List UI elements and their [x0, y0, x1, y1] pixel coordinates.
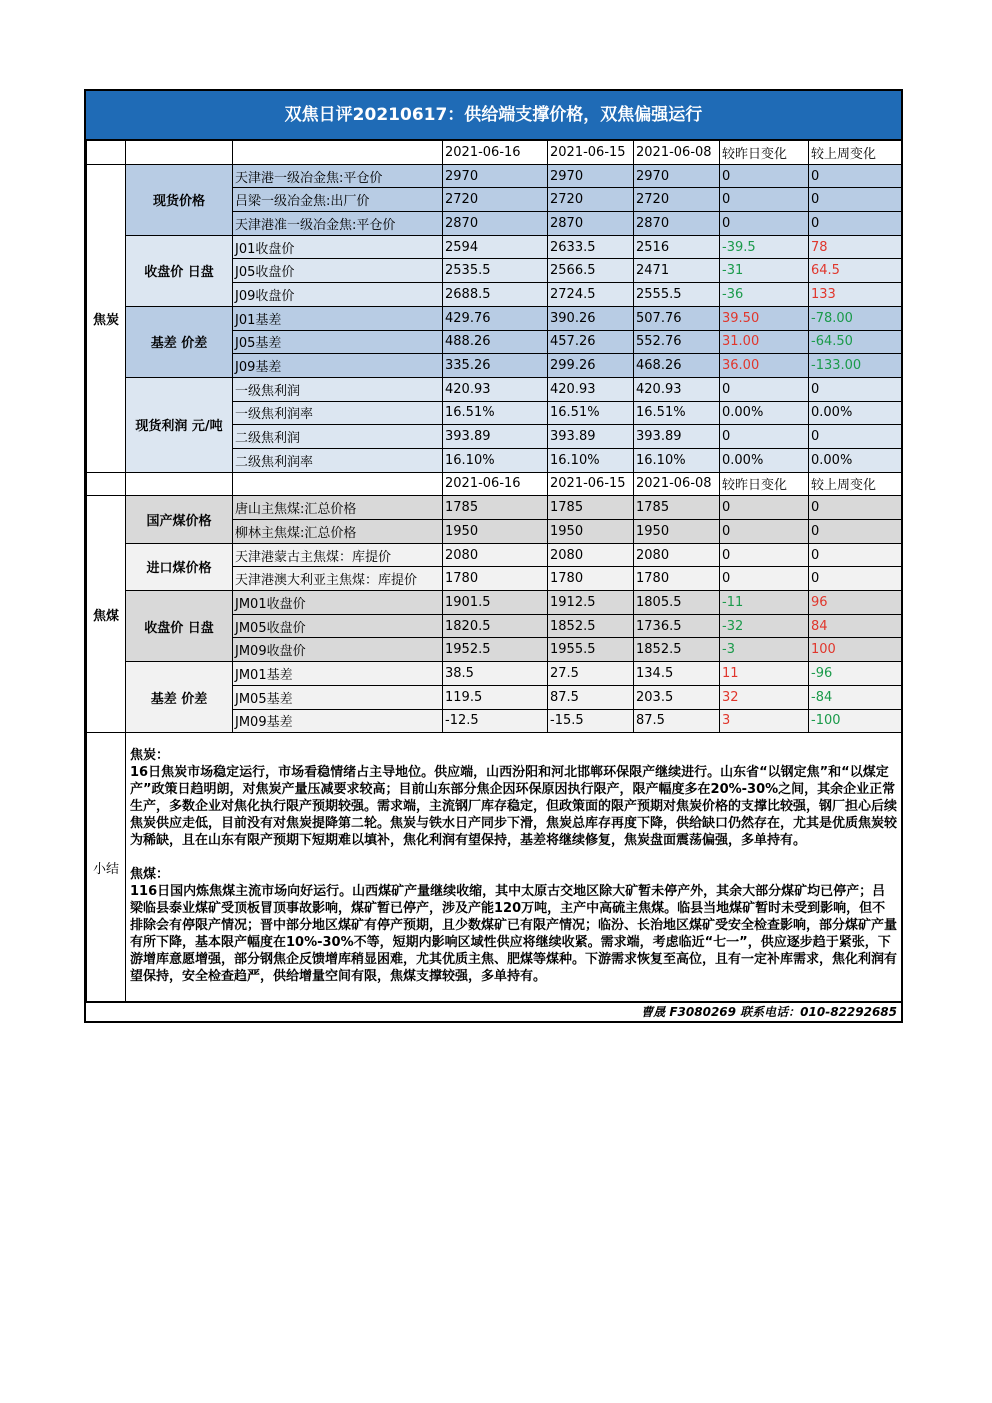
- value-cell: 38.5: [443, 662, 548, 686]
- value-cell: 2870: [443, 212, 548, 236]
- value-cell: 0: [720, 377, 809, 401]
- indicator-name: 天津港一级冶金焦:平仓价: [233, 164, 443, 188]
- table-row: [87, 235, 902, 259]
- coke-header-row: [87, 141, 902, 165]
- coal-header-row: [87, 472, 902, 496]
- value-cell: 16.10%: [548, 448, 634, 472]
- value-cell: 1950: [548, 520, 634, 544]
- value-cell: 1950: [443, 520, 548, 544]
- value-cell: -12.5: [443, 709, 548, 733]
- indicator-name: 唐山主焦煤:汇总价格: [233, 496, 443, 520]
- indicator-name: JM01收盘价: [233, 591, 443, 615]
- value-cell: 420.93: [443, 377, 548, 401]
- value-cell: 299.26: [548, 354, 634, 378]
- report-sheet: [84, 89, 903, 1023]
- value-cell: 2535.5: [443, 259, 548, 283]
- value-cell: 2688.5: [443, 283, 548, 307]
- indicator-name: JM05收盘价: [233, 614, 443, 638]
- value-cell: 119.5: [443, 685, 548, 709]
- value-cell: 1780: [443, 567, 548, 591]
- indicator-name: 二级焦利润: [233, 425, 443, 449]
- value-cell: 2594: [443, 235, 548, 259]
- value-cell: 0.00%: [809, 401, 902, 425]
- value-cell: 390.26: [548, 306, 634, 330]
- report-title: 双焦日评20210617：供给端支撑价格，双焦偏强运行: [86, 91, 901, 140]
- indicator-name: 天津港澳大利亚主焦煤：库提价: [233, 567, 443, 591]
- value-cell: 457.26: [548, 330, 634, 354]
- table-row: [87, 306, 902, 330]
- value-cell: 32: [720, 685, 809, 709]
- value-cell: 203.5: [634, 685, 720, 709]
- value-cell: 0: [720, 164, 809, 188]
- value-cell: 1852.5: [548, 614, 634, 638]
- value-cell: 1785: [634, 496, 720, 520]
- value-cell: -64.50: [809, 330, 902, 354]
- value-cell: 2970: [443, 164, 548, 188]
- group-label: 收盘价 日盘: [126, 591, 233, 662]
- value-cell: 1912.5: [548, 591, 634, 615]
- value-cell: 393.89: [443, 425, 548, 449]
- value-cell: 1955.5: [548, 638, 634, 662]
- value-cell: 1736.5: [634, 614, 720, 638]
- column-header: 较上周变化: [809, 472, 902, 496]
- value-cell: -133.00: [809, 354, 902, 378]
- value-cell: 0: [720, 425, 809, 449]
- value-cell: 87.5: [634, 709, 720, 733]
- value-cell: 2870: [634, 212, 720, 236]
- value-cell: 0: [809, 520, 902, 544]
- value-cell: -32: [720, 614, 809, 638]
- coke-summary-body: 16日焦炭市场稳定运行，市场看稳情绪占主导地位。供应端，山西汾阳和河北邯郸环保限产继续进行。山东省“以钢定焦”和“以煤定产”政策日趋明朗，对焦炭产量压减要求较高；目前山东部分焦企因环保原因执行限产，限产幅度多在20%-30%之间，其余企业正常生产，多数企业对焦化执行限产预期较强。需求端，主流钢厂库存稳定，但政策面的限产预期对焦炭价格的支撑比较强，钢厂担心后续焦炭供应走低，目前没有对焦炭提降第二轮。焦炭与铁水日产同步下滑，焦炭总库存再度下降，供给缺口仍然存在，尤其是优质焦炭较为稀缺，且在山东有限产预期下短期难以填补，焦化利润有望保持，基差将继续修复，焦炭盘面震荡偏强，多单持有。: [130, 765, 898, 849]
- value-cell: 31.00: [720, 330, 809, 354]
- value-cell: -96: [809, 662, 902, 686]
- header-blank: [126, 141, 233, 165]
- table-row: [87, 496, 902, 520]
- value-cell: 429.76: [443, 306, 548, 330]
- indicator-name: JM01基差: [233, 662, 443, 686]
- group-label: 基差 价差: [126, 662, 233, 733]
- value-cell: 16.51%: [548, 401, 634, 425]
- summary-label: 小结: [87, 733, 126, 1002]
- group-label: 国产煤价格: [126, 496, 233, 543]
- value-cell: 100: [809, 638, 902, 662]
- table-row: [87, 543, 902, 567]
- value-cell: 0: [809, 377, 902, 401]
- value-cell: 0: [720, 567, 809, 591]
- value-cell: 2970: [548, 164, 634, 188]
- value-cell: 0: [809, 164, 902, 188]
- value-cell: 488.26: [443, 330, 548, 354]
- value-cell: 133: [809, 283, 902, 307]
- indicator-name: J09基差: [233, 354, 443, 378]
- indicator-name: JM09基差: [233, 709, 443, 733]
- value-cell: 2724.5: [548, 283, 634, 307]
- value-cell: 0: [720, 188, 809, 212]
- summary-row: [87, 733, 902, 1002]
- value-cell: 2720: [548, 188, 634, 212]
- value-cell: 420.93: [548, 377, 634, 401]
- value-cell: 1901.5: [443, 591, 548, 615]
- column-header: 2021-06-16: [443, 472, 548, 496]
- value-cell: 78: [809, 235, 902, 259]
- value-cell: -11: [720, 591, 809, 615]
- value-cell: 468.26: [634, 354, 720, 378]
- column-header: 较上周变化: [809, 141, 902, 165]
- value-cell: 0: [720, 520, 809, 544]
- value-cell: 0.00%: [720, 401, 809, 425]
- value-cell: -36: [720, 283, 809, 307]
- value-cell: -3: [720, 638, 809, 662]
- table-row: [87, 377, 902, 401]
- header-blank: [87, 141, 126, 165]
- indicator-name: J09收盘价: [233, 283, 443, 307]
- value-cell: 1805.5: [634, 591, 720, 615]
- value-cell: 2080: [634, 543, 720, 567]
- indicator-name: 吕梁一级冶金焦:出厂价: [233, 188, 443, 212]
- indicator-name: J01收盘价: [233, 235, 443, 259]
- indicator-name: J01基差: [233, 306, 443, 330]
- value-cell: 0: [720, 543, 809, 567]
- value-cell: 2080: [548, 543, 634, 567]
- value-cell: 1785: [443, 496, 548, 520]
- value-cell: 64.5: [809, 259, 902, 283]
- value-cell: 0.00%: [720, 448, 809, 472]
- indicator-name: 二级焦利润率: [233, 448, 443, 472]
- value-cell: 39.50: [720, 306, 809, 330]
- value-cell: 393.89: [548, 425, 634, 449]
- value-cell: 3: [720, 709, 809, 733]
- value-cell: -31: [720, 259, 809, 283]
- value-cell: 87.5: [548, 685, 634, 709]
- column-header: 2021-06-08: [634, 141, 720, 165]
- value-cell: 420.93: [634, 377, 720, 401]
- value-cell: 1820.5: [443, 614, 548, 638]
- value-cell: 36.00: [720, 354, 809, 378]
- value-cell: -39.5: [720, 235, 809, 259]
- indicator-name: 一级焦利润: [233, 377, 443, 401]
- indicator-name: 天津港准一级冶金焦:平仓价: [233, 212, 443, 236]
- column-header: 2021-06-16: [443, 141, 548, 165]
- value-cell: 2870: [548, 212, 634, 236]
- group-label: 现货利润 元/吨: [126, 377, 233, 472]
- value-cell: 2555.5: [634, 283, 720, 307]
- footer-contact: 曹晟 F3080269 联系电话：010-82292685: [86, 1002, 901, 1021]
- value-cell: 1780: [634, 567, 720, 591]
- value-cell: 0: [809, 212, 902, 236]
- value-cell: -15.5: [548, 709, 634, 733]
- coke-summary-heading: 焦炭：: [130, 748, 170, 764]
- value-cell: 11: [720, 662, 809, 686]
- group-label: 现货价格: [126, 164, 233, 235]
- value-cell: 0: [809, 425, 902, 449]
- summary-spacer: [130, 849, 897, 866]
- value-cell: 1852.5: [634, 638, 720, 662]
- value-cell: 1950: [634, 520, 720, 544]
- coal-summary-heading: 焦煤：: [130, 867, 170, 883]
- coal-summary-body: 116日国内炼焦煤主流市场向好运行。山西煤矿产量继续收缩，其中太原古交地区除大矿暂未停产外，其余大部分煤矿均已停产；吕梁临县泰业煤矿受顶板冒顶事故影响，煤矿暂已停产，涉及产能120万吨，主产中高硫主焦煤。临县当地煤矿暂时未受到影响，但不排除会有停限产情况；晋中部分地区煤矿有停产预期，且少数煤矿已有限产情况；临汾、长治地区煤矿受安全检查影响，部分煤矿产量有所下降，基本限产幅度在10%-30%不等，短期内影响区域性供应将继续收紧。需求端，考虑临近“七一”，供应逐步趋于紧张，下游增库意愿增强，部分钢焦企反馈增库稍显困难，尤其优质主焦、肥煤等煤种。下游需求恢复至高位，且有一定补库需求，焦化利润有望保持，安全检查趋严，供给增量空间有限，焦煤支撑较强，多单持有。: [130, 884, 898, 985]
- indicator-name: 天津港蒙古主焦煤：库提价: [233, 543, 443, 567]
- value-cell: 0.00%: [809, 448, 902, 472]
- value-cell: 16.10%: [634, 448, 720, 472]
- indicator-name: 一级焦利润率: [233, 401, 443, 425]
- column-header: 较昨日变化: [720, 472, 809, 496]
- coal-section-label: 焦煤: [87, 496, 126, 733]
- header-blank: [87, 472, 126, 496]
- value-cell: 1952.5: [443, 638, 548, 662]
- group-label: 基差 价差: [126, 306, 233, 377]
- value-cell: 0: [809, 567, 902, 591]
- value-cell: -78.00: [809, 306, 902, 330]
- header-blank: [233, 472, 443, 496]
- value-cell: 27.5: [548, 662, 634, 686]
- data-table: [86, 140, 902, 1002]
- value-cell: 2633.5: [548, 235, 634, 259]
- indicator-name: J05基差: [233, 330, 443, 354]
- value-cell: 0: [809, 543, 902, 567]
- value-cell: 0: [720, 496, 809, 520]
- column-header: 较昨日变化: [720, 141, 809, 165]
- value-cell: -100: [809, 709, 902, 733]
- group-label: 收盘价 日盘: [126, 235, 233, 306]
- column-header: 2021-06-15: [548, 141, 634, 165]
- value-cell: 2471: [634, 259, 720, 283]
- value-cell: 0: [809, 496, 902, 520]
- value-cell: 0: [809, 188, 902, 212]
- value-cell: 1780: [548, 567, 634, 591]
- table-row: [87, 164, 902, 188]
- value-cell: 507.76: [634, 306, 720, 330]
- indicator-name: J05收盘价: [233, 259, 443, 283]
- value-cell: 1785: [548, 496, 634, 520]
- value-cell: 2566.5: [548, 259, 634, 283]
- coke-section-label: 焦炭: [87, 164, 126, 472]
- value-cell: 2720: [443, 188, 548, 212]
- summary-text: [126, 733, 902, 1002]
- table-row: [87, 591, 902, 615]
- value-cell: 552.76: [634, 330, 720, 354]
- table-row: [87, 662, 902, 686]
- value-cell: 2720: [634, 188, 720, 212]
- header-blank: [126, 472, 233, 496]
- value-cell: 0: [720, 212, 809, 236]
- value-cell: 16.51%: [443, 401, 548, 425]
- value-cell: 134.5: [634, 662, 720, 686]
- column-header: 2021-06-08: [634, 472, 720, 496]
- value-cell: 2516: [634, 235, 720, 259]
- indicator-name: JM09收盘价: [233, 638, 443, 662]
- value-cell: 84: [809, 614, 902, 638]
- value-cell: 96: [809, 591, 902, 615]
- value-cell: 2970: [634, 164, 720, 188]
- indicator-name: JM05基差: [233, 685, 443, 709]
- indicator-name: 柳林主焦煤:汇总价格: [233, 520, 443, 544]
- value-cell: 16.10%: [443, 448, 548, 472]
- header-blank: [233, 141, 443, 165]
- column-header: 2021-06-15: [548, 472, 634, 496]
- value-cell: 393.89: [634, 425, 720, 449]
- value-cell: -84: [809, 685, 902, 709]
- value-cell: 2080: [443, 543, 548, 567]
- value-cell: 335.26: [443, 354, 548, 378]
- value-cell: 16.51%: [634, 401, 720, 425]
- group-label: 进口煤价格: [126, 543, 233, 590]
